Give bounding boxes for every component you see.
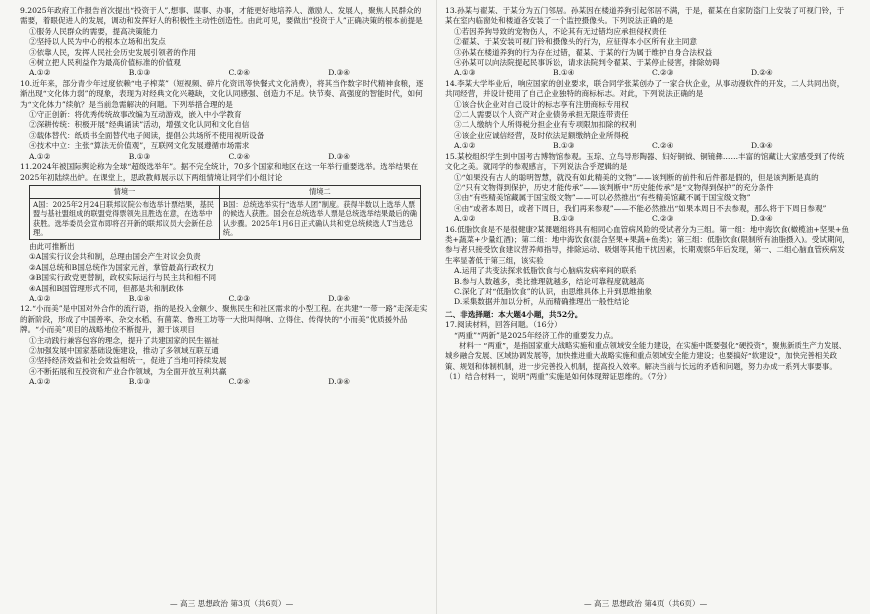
section-heading: 二、非选择题：本大题4小题，共52分。 bbox=[445, 309, 583, 319]
question-13 bbox=[445, 6, 850, 79]
choice: D.③④ bbox=[328, 151, 351, 161]
option: C.深化了对“低脂饮食”的认识，由思维具体上升到思维抽象 bbox=[454, 286, 652, 296]
answer-choices bbox=[20, 68, 428, 78]
option: ②二人需要以个人资产对企业债务承担无限连带责任 bbox=[454, 110, 629, 120]
option: ①“如果没有古人的聪明智慧，就没有如此精美的文物”——该判断的前件和后件都是假的，但是该判断是真的 bbox=[454, 172, 819, 182]
answer-choices bbox=[445, 68, 850, 78]
question-10 bbox=[20, 79, 428, 162]
page-fold-divider bbox=[436, 0, 437, 614]
option: ③依靠人民，发挥人民社会历史发展引领者的作用 bbox=[29, 47, 197, 57]
choice: D.③④ bbox=[751, 141, 773, 151]
choice: C.②④ bbox=[228, 68, 251, 78]
choice: D.③④ bbox=[328, 377, 351, 387]
option: ①主动践行兼容包容的理念，提升了共建国家的民生福祉 bbox=[29, 335, 219, 345]
choice: B.①④ bbox=[128, 293, 151, 303]
option: ③载体替代：纸质书全面替代电子阅读，提倡公共场所不使用视听设备 bbox=[29, 130, 265, 140]
question-12 bbox=[20, 304, 428, 387]
choice: C.②④ bbox=[228, 377, 251, 387]
question-9 bbox=[20, 6, 428, 79]
choice: B.①③ bbox=[553, 214, 575, 224]
choice: B.①③ bbox=[128, 68, 151, 78]
table-cell: B国：总统选举实行“选举人团”制度。获得半数以上选举人票的候选人获胜。国会在总统选举人票是总统选举结果最后的确认步骤。2025年1月6日正式确认共和党总统候选人T当选总统。 bbox=[219, 198, 420, 239]
choice: B.①④ bbox=[553, 68, 575, 78]
option: B.参与人数越多，类比推理就越多，结论可靠程度就越高 bbox=[454, 276, 645, 286]
option: D.采集数据并加以分析，从而精确推理出一般性结论 bbox=[454, 297, 630, 307]
table-header: 情境二 bbox=[219, 185, 420, 198]
option: ②加强发展中国家基础设施建设，推动了多领域互联互通 bbox=[29, 345, 219, 355]
material-text: 材料一 “两重”，是指国家重大战略实施和重点领域安全能力建设，在实施中既要强化“硬投资”，聚焦新质生产力发展、城乡融合发展、区域协调发展等，加快推进重大战略实施和重点领域安全能力建设；也要搞好“软建设”，加快完善相关政策、规划和体制机制，进一步完善投入机制，提高投入效率。解决当前与长远的矛盾和问题，努力办成一系列大事要事。 bbox=[445, 341, 847, 371]
answer-choices bbox=[445, 141, 850, 151]
question-11 bbox=[20, 162, 428, 304]
question-stem: 16.低脂饮食是不是很健康?某课题组将具有相同心血管病风险的受试者分为三组。第一组：地中海饮食(橄榄油+坚果+鱼类+蔬菜+少量红酒)；第二组：地中海饮食(混合坚果+果蔬+鱼类)；第三组：低脂饮食(限制所有油脂摄入)。受试期间，参与者只接受饮食建议营养师指导，排除运动、吸烟等其他干扰因素，长期观察5年后发现，第一、二组心脑血管疾病发生率显著低于第三组，该实验 bbox=[445, 224, 850, 265]
option: ③孙某在楼道养狗的行为存在过错，翟某、于某的行为属于维护自身合法权益 bbox=[454, 47, 713, 57]
question-lead: 由此可推断出 bbox=[29, 241, 75, 251]
option: ③B国实行政党更替制，政权实际运行与民主共和相不同 bbox=[29, 273, 217, 283]
option: ①A国实行议会共和制，总理由国会产生对议会负责 bbox=[29, 252, 201, 262]
option: ①服务人民群众的需要，提高决策能力 bbox=[29, 26, 159, 36]
scenario-table bbox=[29, 185, 421, 240]
choice: B.①③ bbox=[128, 377, 151, 387]
option: ②坚持以人民为中心的根本立场和出发点 bbox=[29, 37, 166, 47]
option: ②“只有文物得到保护，历史才能传承”——该判断中“历史能传承”是“文物得到保护”的充分条件 bbox=[454, 182, 774, 192]
answer-choices bbox=[20, 152, 428, 162]
choice: A.①② bbox=[29, 151, 51, 161]
choice: A.①② bbox=[454, 141, 476, 151]
option: ①若因养狗导致的宠物伤人，不论其有无过错均应承担侵权责任 bbox=[454, 26, 667, 36]
left-column bbox=[20, 6, 428, 388]
question-stem: 13.孙某与翟某、于某分为五门邻居。孙某因在楼道养狗引起邻居不满，于是，翟某在自家防盗门上安装了可视门铃，于某在室内临窗处和楼道各安装了一个监控摄像头。下列说法正确的是 bbox=[445, 6, 845, 26]
material-intro: “两重”“两新”是2025年经济工作的重要发力点。 bbox=[454, 330, 618, 340]
question-stem: 10.近年来，部分青少年过度依赖“电子榨菜”（短视频、碎片化资讯等快餐式文化消费），将其当作数字时代精神食粮，逐渐出现“文化体力弱”的现象，表现为对经典文化兴趣缺，文化认同感强、创造力不足。快节奏、高强度的智能时代，如何为“文化体力”续航？是当前急需解决的问题。下列举措合理的是 bbox=[20, 78, 424, 109]
choice: A.①② bbox=[29, 377, 51, 387]
sub-question: （1）结合材料一，说明“两重”实施是如何体现辩证思维的。（7分） bbox=[445, 372, 672, 382]
question-stem: 14.李某大学毕业后，响应国家的创业要求，联合同学张某创办了一家合伙企业，从事动漫软件的开发，二人共同出资，共同经营，并设计使用了自己企业独特的商标标志。对此，下列说法正确的是 bbox=[445, 78, 845, 99]
choice: C.②④ bbox=[652, 141, 674, 151]
page-footer: — 高三 思想政治 第3页（共6页）— bbox=[170, 599, 294, 608]
choice: D.③④ bbox=[328, 293, 351, 303]
answer-choices bbox=[20, 377, 428, 387]
table-cell: A国：2025年2月24日联邦议院公布选举计票结果，基民盟与基社盟组成的联盟党得票领先且胜选在意，在选举中获胜。选举委员会宣布即将召开新的联邦议员大会新任总理。 bbox=[30, 198, 220, 239]
option: ②深耕传统：积极开展“经典诵读”活动，增强文化认同和文化自信 bbox=[29, 120, 250, 130]
answer-choices bbox=[20, 294, 428, 304]
question-stem: 11.2024年被国际舆论称为全球“超级选举年”。据不完全统计，70多个国家和地区在这一年举行重要选举。选举结果在2025年初陆续出炉。在课堂上，思政教师展示以下两组情境让同学们小组讨论 bbox=[20, 162, 419, 182]
option: ④该企业应诚信经营，及时依法足额缴纳企业所得税 bbox=[454, 130, 629, 140]
question-16 bbox=[445, 225, 850, 308]
question-14 bbox=[445, 79, 850, 152]
option: A.运用了共变法探求低脂饮食与心脑病发病率间的联系 bbox=[454, 266, 637, 276]
answer-choices bbox=[445, 214, 850, 224]
option: ④技术中立：主张“算法无价值观”，互联网文化发展遵循市场需求 bbox=[29, 141, 250, 151]
page-footer: — 高三 思想政治 第4页（共6页）— bbox=[584, 599, 708, 608]
table-header: 情境一 bbox=[30, 185, 220, 198]
option: ④树立把人民利益作为最高价值标准的价值观 bbox=[29, 58, 181, 68]
option: ②翟某、于某安装可视门铃和摄像头的行为，应征得本小区所有业主同意 bbox=[454, 37, 697, 47]
option: ②A国总统和B国总统作为国家元首，掌管最高行政权力 bbox=[29, 262, 214, 272]
option: ④由“或者本周日，或者下周日，我们再来参观”——不能必然推出“如果本周日不去参观，那么将于下周日参观” bbox=[454, 203, 827, 213]
choice: C.②④ bbox=[228, 151, 251, 161]
option: ④孙某可以向法院提起民事诉讼，请求法院判令翟某、于某停止侵害，排除妨碍 bbox=[454, 58, 720, 68]
option: ③坚持经济效益和社会效益相统一，促进了当地可持续发展 bbox=[29, 356, 227, 366]
choice: D.③④ bbox=[328, 68, 351, 78]
choice: D.③④ bbox=[751, 214, 773, 224]
question-stem: 15.某校组织学生到中国考古博物馆参观。玉琮、立鸟导形陶器、妇好铜钺、铜镜彝……丰富的馆藏让大家感受到了传统文化之美。就同学的参观感言，下列说法合乎逻辑的是 bbox=[445, 151, 845, 172]
right-column bbox=[445, 6, 850, 383]
choice: A.①② bbox=[29, 68, 51, 78]
choice: A.①② bbox=[29, 293, 51, 303]
choice: B.①③ bbox=[553, 141, 575, 151]
option: ①守正创新：将优秀传统故事改编为互动游戏，嵌入中小学教育 bbox=[29, 110, 242, 120]
question-17 bbox=[445, 320, 850, 382]
choice: C.②③ bbox=[228, 293, 251, 303]
option: ④不断拓展和互投资和产业合作领域，为全面开放互利共赢 bbox=[29, 366, 227, 376]
choice: A.①③ bbox=[454, 68, 476, 78]
option: ①该合伙企业对自己设计的标志享有注册商标专用权 bbox=[454, 99, 629, 109]
choice: D.②④ bbox=[751, 68, 773, 78]
choice: C.②③ bbox=[652, 214, 674, 224]
choice: C.②③ bbox=[652, 68, 674, 78]
choice: A.①② bbox=[454, 214, 476, 224]
option: ③由“有些精美馆藏属于国宝级文物”——可以必然推出“有些精美馆藏不属于国宝级文物” bbox=[454, 193, 751, 203]
question-stem: 9.2025年政府工作报告首次提出“投资于人”,想事、谋事、办事，才能更好地培养人、激励人、发展人，聚焦人民群众的需要，着眼促进人的发展，调动和发挥好人的积极性主动性创造性。由此可见，要做出“投资于人”正确决策的根本前提是 bbox=[20, 6, 423, 26]
choice: B.①③ bbox=[128, 151, 151, 161]
option: ④A国和B国管理形式不同，但都是共和制政体 bbox=[29, 283, 184, 293]
option: ③二人缴纳个人所得税分担企业有专项限加扣除的权利 bbox=[454, 120, 637, 130]
question-stem: 17.阅读材料，回答问题。（16分） bbox=[445, 320, 562, 330]
question-15 bbox=[445, 152, 850, 225]
question-stem: 12.“小而美”是中国对外合作的流行语，指的是投入金额少、聚焦民生和社区需求的小型工程。在共建“一带一路”走深走实的新阶段，形成了中国善率、杂交水稻、有菌菜、鲁班工坊等一大批叫得响、立得住、传得快的“小而美”优质援外品牌。“小而美”项目的战略地位不断提升，源于该项目 bbox=[20, 304, 428, 335]
